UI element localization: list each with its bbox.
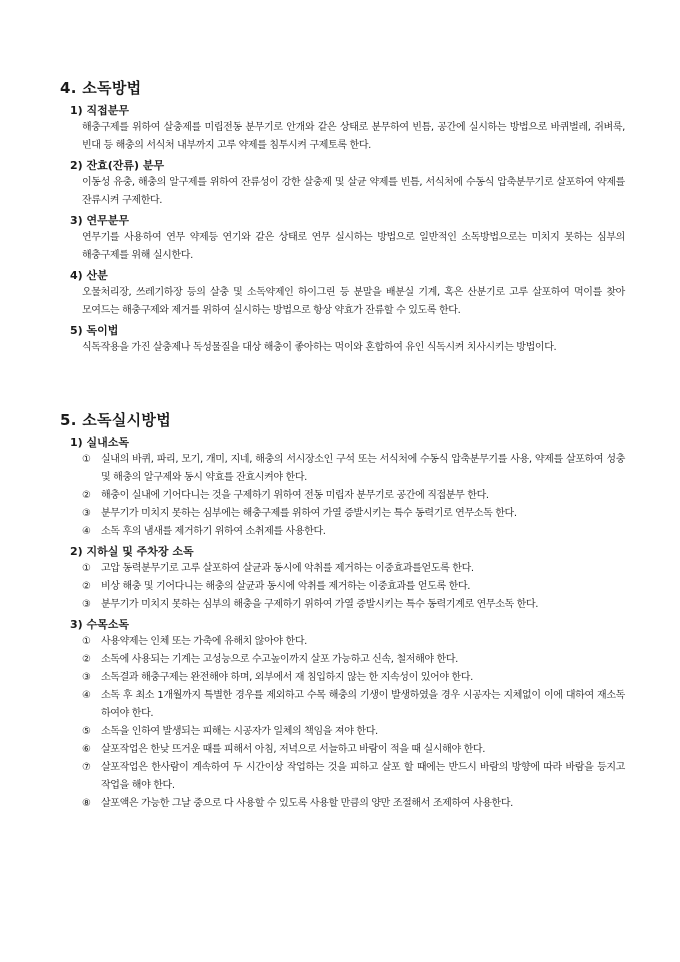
- item-list: [82, 560, 625, 614]
- item-number: ①: [82, 636, 91, 647]
- list-item: [82, 741, 625, 759]
- item-text: 사용약제는 인체 또는 가축에 유해치 않아야 한다.: [101, 636, 308, 647]
- list-item: [82, 669, 625, 687]
- list-item: [82, 795, 625, 813]
- item-number: ④: [82, 526, 91, 537]
- paragraph: 이동성 유충, 해충의 알구제를 위하여 잔류성이 강한 살충제 및 살균 약제를 빈틈, 서식처에 수동식 압축분무기로 살포하여 약제를 잔류시켜 구제한다.: [82, 177, 625, 206]
- paragraph: 식독작용을 가진 살충제나 독성물질을 대상 해충이 좋아하는 먹이와 혼합하여 유인 식독시켜 치사시키는 방법이다.: [82, 342, 557, 353]
- item-text: 소독을 인하여 발생되는 피해는 시공자가 일체의 책임을 져야 한다.: [101, 726, 378, 737]
- item-text: 분무기가 미치지 못하는 심부의 해충을 구제하기 위하여 가열 증발시키는 특수 동력기계로 연무소독 한다.: [101, 599, 539, 610]
- item-number: ③: [82, 672, 91, 683]
- section-disinfection-procedures: [60, 410, 625, 815]
- item-number: ③: [82, 508, 91, 519]
- subsection-title: 3) 연무분무: [70, 214, 130, 227]
- item-number: ④: [82, 690, 91, 701]
- item-number: ①: [82, 454, 91, 465]
- item-number: ⑤: [82, 726, 91, 737]
- list-item: [82, 505, 625, 523]
- list-item: [82, 523, 625, 541]
- item-text: 살포작업은 한사람이 계속하여 두 시간이상 작업하는 것을 피하고 살포 할 때에는 반드시 바람의 방향에 따라 바람을 등지고 작업을 해야 한다.: [101, 762, 625, 791]
- subsection-title: 2) 지하실 및 주차장 소독: [70, 545, 194, 558]
- paragraph: 연무기를 사용하여 연무 약제등 연기와 같은 상태로 연무 실시하는 방법으로 일반적인 소독방법으로는 미치지 못하는 심부의 해충구제를 위해 실시한다.: [82, 232, 625, 261]
- list-item: [82, 596, 625, 614]
- item-number: ②: [82, 490, 91, 501]
- item-text: 소독결과 해충구제는 완전해야 하며, 외부에서 재 침입하지 않는 한 지속성이 있어야 한다.: [101, 672, 473, 683]
- paragraph: 해충구제를 위하여 살충제를 미립전동 분무기로 안개와 같은 상태로 분무하여 빈틈, 공간에 실시하는 방법으로 바퀴벌레, 쥐벼룩, 빈대 등 해충의 서식처 내부까지 고루 약제를 침투시켜 구제토록 한다.: [82, 122, 625, 151]
- item-text: 고압 동력분무기로 고루 살포하여 살균과 동시에 악취를 제거하는 이중효과를얻도록 한다.: [101, 563, 474, 574]
- subsection-title: 4) 산분: [70, 269, 108, 282]
- list-item: [82, 451, 625, 487]
- list-item: [82, 759, 625, 795]
- list-item: [82, 687, 625, 723]
- item-number: ②: [82, 581, 91, 592]
- subsection-title: 5) 독이법: [70, 324, 119, 337]
- subsection-title: 1) 실내소독: [70, 436, 130, 449]
- item-number: ②: [82, 654, 91, 665]
- section-title: 4. 소독방법: [60, 79, 142, 97]
- item-list: [82, 633, 625, 813]
- paragraph: 오물처리장, 쓰레기하장 등의 살충 및 소독약제인 하이그린 등 분말을 배분실 기계, 혹은 산분기로 고루 살포하여 먹이를 찾아 모여드는 해충구제와 제거를 위하여 실시하는 방법으로 항상 약효가 잔류할 수 있도록 한다.: [82, 287, 625, 316]
- item-number: ⑦: [82, 762, 91, 773]
- list-item: [82, 578, 625, 596]
- item-text: 실내의 바퀴, 파리, 모기, 개미, 지네, 해충의 서시장소인 구석 또는 서식처에 수동식 압축분무기를 사용, 약제를 살포하여 성충 및 해충의 알구제와 동시 약효를 잔효시켜야 한다.: [101, 454, 625, 483]
- item-number: ③: [82, 599, 91, 610]
- item-text: 소독 후의 냄새를 제거하기 위하여 소취제를 사용한다.: [101, 526, 326, 537]
- item-text: 소독 후 최소 1개월까지 특별한 경우를 제외하고 수목 해충의 기생이 발생하였을 경우 시공자는 지체없이 이에 대하여 재소독 하여야 한다.: [101, 690, 625, 719]
- item-text: 비상 해충 및 기어다니는 해충의 살균과 동시에 악취를 제거하는 이중효과를 얻도록 한다.: [101, 581, 471, 592]
- list-item: [82, 487, 625, 505]
- item-text: 분무기가 미치지 못하는 심부에는 해충구제를 위하여 가열 증발시키는 특수 동력기로 연무소독 한다.: [101, 508, 517, 519]
- item-list: [82, 451, 625, 541]
- section-title: 5. 소독실시방법: [60, 411, 171, 429]
- list-item: [82, 633, 625, 651]
- item-number: ①: [82, 563, 91, 574]
- list-item: [82, 723, 625, 741]
- section-disinfection-methods: [60, 78, 625, 359]
- item-text: 살포작업은 한낮 뜨거운 때를 피해서 아침, 저녁으로 서늘하고 바람이 적을 때 실시해야 한다.: [101, 744, 486, 755]
- subsection-title: 1) 직접분무: [70, 104, 130, 117]
- item-number: ⑥: [82, 744, 91, 755]
- item-number: ⑧: [82, 798, 91, 809]
- item-text: 소독에 사용되는 기계는 고성능으로 수고높이까지 살포 가능하고 신속, 철저해야 한다.: [101, 654, 458, 665]
- item-text: 살포액은 가능한 그날 중으로 다 사용할 수 있도록 사용할 만큼의 양만 조절해서 조제하여 사용한다.: [101, 798, 514, 809]
- list-item: [82, 560, 625, 578]
- item-text: 해충이 실내에 기어다니는 것을 구제하기 위하여 전동 미립자 분무기로 공간에 직접분무 한다.: [101, 490, 489, 501]
- subsection-title: 3) 수목소독: [70, 618, 130, 631]
- subsection-title: 2) 잔효(잔류) 분무: [70, 159, 165, 172]
- list-item: [82, 651, 625, 669]
